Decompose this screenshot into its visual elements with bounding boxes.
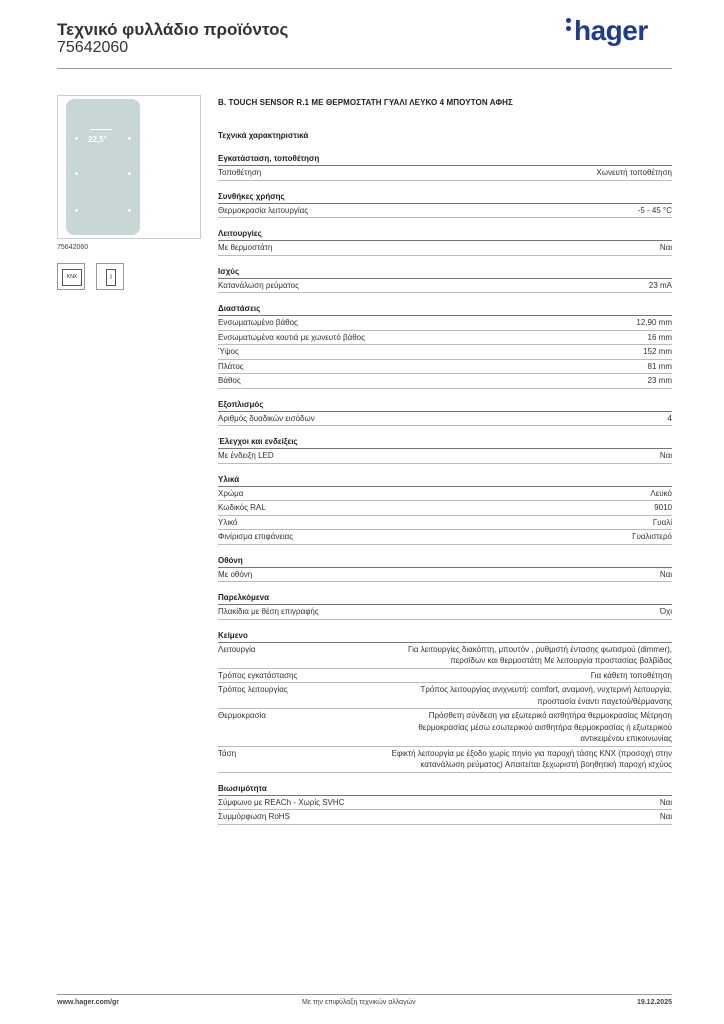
spec-row	[218, 345, 672, 360]
spec-value: 12,90 mm	[636, 318, 672, 327]
product-device-image	[66, 99, 140, 235]
spec-section	[218, 556, 672, 583]
document-product-code: 75642060	[57, 39, 129, 56]
spec-label: Με ένδειξη LED	[218, 451, 274, 460]
spec-row	[218, 279, 672, 294]
spec-value: Όχι	[659, 607, 672, 616]
spec-label: Χρώμα	[218, 488, 244, 498]
header-divider	[57, 68, 672, 69]
spec-section	[218, 475, 672, 545]
spec-row	[218, 568, 672, 583]
spec-section	[218, 631, 672, 773]
footer-date: 19.12.2025	[636, 999, 672, 1006]
spec-label: Κατανάλωση ρεύματος	[218, 280, 299, 290]
spec-value: 23 mm	[647, 376, 672, 385]
spec-section	[218, 154, 672, 181]
spec-label: Θερμοκρασία	[218, 711, 266, 720]
spec-label: Κωδικός RAL	[218, 503, 266, 512]
spec-row	[218, 412, 672, 427]
spec-row	[218, 810, 672, 825]
touch-point-icon	[128, 209, 131, 212]
section-title: Υλικά	[218, 475, 672, 487]
spec-label: Τάση	[218, 748, 237, 758]
hager-logo: hager	[566, 15, 648, 47]
spec-value: Για κάθετη τοποθέτηση	[590, 670, 672, 680]
spec-label: Πλάτος	[218, 361, 244, 371]
spec-label: Ενσωματωμένα κουτιά με χωνευτό βάθος	[218, 332, 365, 342]
spec-value: 9010	[654, 503, 672, 512]
spec-value: 16 mm	[647, 332, 672, 342]
display-temperature: 22,5°	[88, 135, 107, 144]
spec-value: -5 - 45 °C	[637, 205, 672, 215]
section-title: Εγκατάσταση, τοποθέτηση	[218, 154, 672, 166]
touch-point-icon	[128, 172, 131, 175]
product-ref-label: 75642060	[57, 244, 89, 251]
spec-label: Πλακίδια με θέση επιγραφής	[218, 607, 319, 616]
spec-row	[218, 316, 672, 331]
touch-point-icon	[75, 172, 78, 175]
footer-divider	[57, 994, 672, 995]
spec-section	[218, 437, 672, 464]
spec-row	[218, 449, 672, 464]
spec-value: Ναι	[659, 451, 672, 460]
spec-row	[218, 166, 672, 181]
spec-section	[218, 784, 672, 825]
spec-value: 81 mm	[647, 361, 672, 371]
spec-row	[218, 796, 672, 811]
spec-row	[218, 241, 672, 256]
spec-label: Βάθος	[218, 376, 241, 385]
spec-value: Γυαλί	[652, 517, 672, 527]
spec-row	[218, 360, 672, 375]
spec-value: Ναι	[659, 812, 672, 821]
footer-website[interactable]: www.hager.com/gr	[57, 999, 119, 1006]
spec-section	[218, 304, 672, 389]
spec-row	[218, 516, 672, 531]
spec-row	[218, 643, 672, 669]
spec-value: 4	[667, 413, 672, 423]
section-title: Κείμενο	[218, 631, 672, 643]
footer-notice: Με την επιφύλαξη τεχνικών αλλαγών	[302, 999, 416, 1006]
touch-point-icon	[75, 137, 78, 140]
spec-label: Φινίρισμα επιφάνειας	[218, 532, 294, 541]
spec-row	[218, 709, 672, 747]
spec-value: Για λειτουργίες διακόπτη, μπουτόν , ρυθμιστή έντασης φωτισμού (dimmer), περσίδων και θερμοστάτη Με λειτουργία προστασίας βαλβίδας	[408, 644, 672, 665]
spec-value: Ναι	[659, 797, 672, 807]
spec-label: Τρόπος εγκατάστασης	[218, 670, 298, 680]
spec-row	[218, 204, 672, 219]
spec-value: Ναι	[659, 243, 672, 252]
spec-section	[218, 229, 672, 256]
section-title: Ισχύς	[218, 267, 672, 279]
spec-label: Ενσωματωμένο βάθος	[218, 318, 298, 327]
spec-value: 23 mA	[648, 280, 672, 290]
spec-label: Με θερμοστάτη	[218, 243, 273, 252]
spec-value: Λευκό	[650, 488, 672, 498]
product-title: B. TOUCH SENSOR R.1 ΜΕ ΘΕΡΜΟΣΤΑΤΗ ΓΥΑΛΙ ΛΕΥΚΟ 4 ΜΠΟΥΤΟΝ ΑΦΗΣ	[218, 98, 513, 107]
spec-row	[218, 605, 672, 620]
spec-row	[218, 501, 672, 516]
spec-value: Πρόσθετη σύνδεση για εξωτερικό αισθητήρα θερμοκρασίας Μέτρηση θερμοκρασίας μέσω εσωτερικού αισθητήρα θερμοκρασίας ή εξωτερικού αντικειμένου επικοινωνίας	[418, 711, 672, 743]
tech-specs-heading: Τεχνικά χαρακτηριστικά	[218, 131, 309, 140]
section-title: Έλεγχοι και ενδείξεις	[218, 437, 672, 449]
spec-row	[218, 331, 672, 346]
spec-row	[218, 669, 672, 684]
section-title: Βιωσιμότητα	[218, 784, 672, 796]
document-title: Τεχνικό φυλλάδιο προϊόντος	[57, 20, 289, 39]
section-title: Παρελκόμενα	[218, 593, 672, 605]
section-title: Οθόνη	[218, 556, 672, 568]
spec-label: Τοποθέτηση	[218, 168, 262, 177]
spec-value: Εφικτή λειτουργία με έξοδο χωρίς πηνίο για παροχή τάσης KNX (προσοχή στην κατανάλωση ρεύματος) Απαιτείται ξεχωριστή βοηθητική παροχή ισχύος	[391, 748, 672, 769]
touch-point-icon	[128, 137, 131, 140]
touch-point-icon	[75, 209, 78, 212]
knx-pictogram-icon: KNX	[57, 263, 85, 290]
spec-label: Λειτουργία	[218, 644, 256, 654]
spec-row	[218, 747, 672, 773]
spec-row	[218, 487, 672, 502]
spec-section	[218, 267, 672, 294]
spec-section	[218, 400, 672, 427]
spec-row	[218, 683, 672, 709]
spec-section	[218, 192, 672, 219]
display-bar	[90, 129, 112, 130]
section-title: Εξοπλισμός	[218, 400, 672, 412]
spec-label: Συμμόρφωση RoHS	[218, 812, 290, 821]
spec-row	[218, 374, 672, 389]
spec-value: Γυαλιστερό	[632, 532, 672, 541]
spec-value: Χωνευτή τοποθέτηση	[596, 168, 672, 177]
spec-label: Με οθόνη	[218, 569, 253, 579]
spec-label: Υλικό	[218, 517, 238, 527]
spec-label: Σύμφωνο με REACh - Χωρίς SVHC	[218, 797, 345, 807]
spec-value: Ναι	[659, 569, 672, 579]
spec-section	[218, 593, 672, 620]
spec-label: Αριθμός δυαδικών εισόδων	[218, 413, 315, 423]
spec-value: 152 mm	[643, 347, 672, 356]
spec-label: Ύψος	[218, 347, 239, 356]
spec-label: Θερμοκρασία λειτουργίας	[218, 205, 309, 215]
product-image-frame	[57, 95, 201, 239]
spec-row	[218, 530, 672, 545]
section-title: Διαστάσεις	[218, 304, 672, 316]
spec-label: Τρόπος λειτουργίας	[218, 685, 288, 694]
section-title: Συνθήκες χρήσης	[218, 192, 672, 204]
section-title: Λειτουργίες	[218, 229, 672, 241]
spec-sections	[218, 154, 672, 836]
spec-value: Τρόπος λειτουργίας ανιχνευτή: comfort, αναμονή, νυχτερινή λειτουργία, προστασία έναντι παγετού/θέρμανσης	[420, 685, 672, 706]
flush-box-pictogram-icon: ▯	[96, 263, 124, 290]
